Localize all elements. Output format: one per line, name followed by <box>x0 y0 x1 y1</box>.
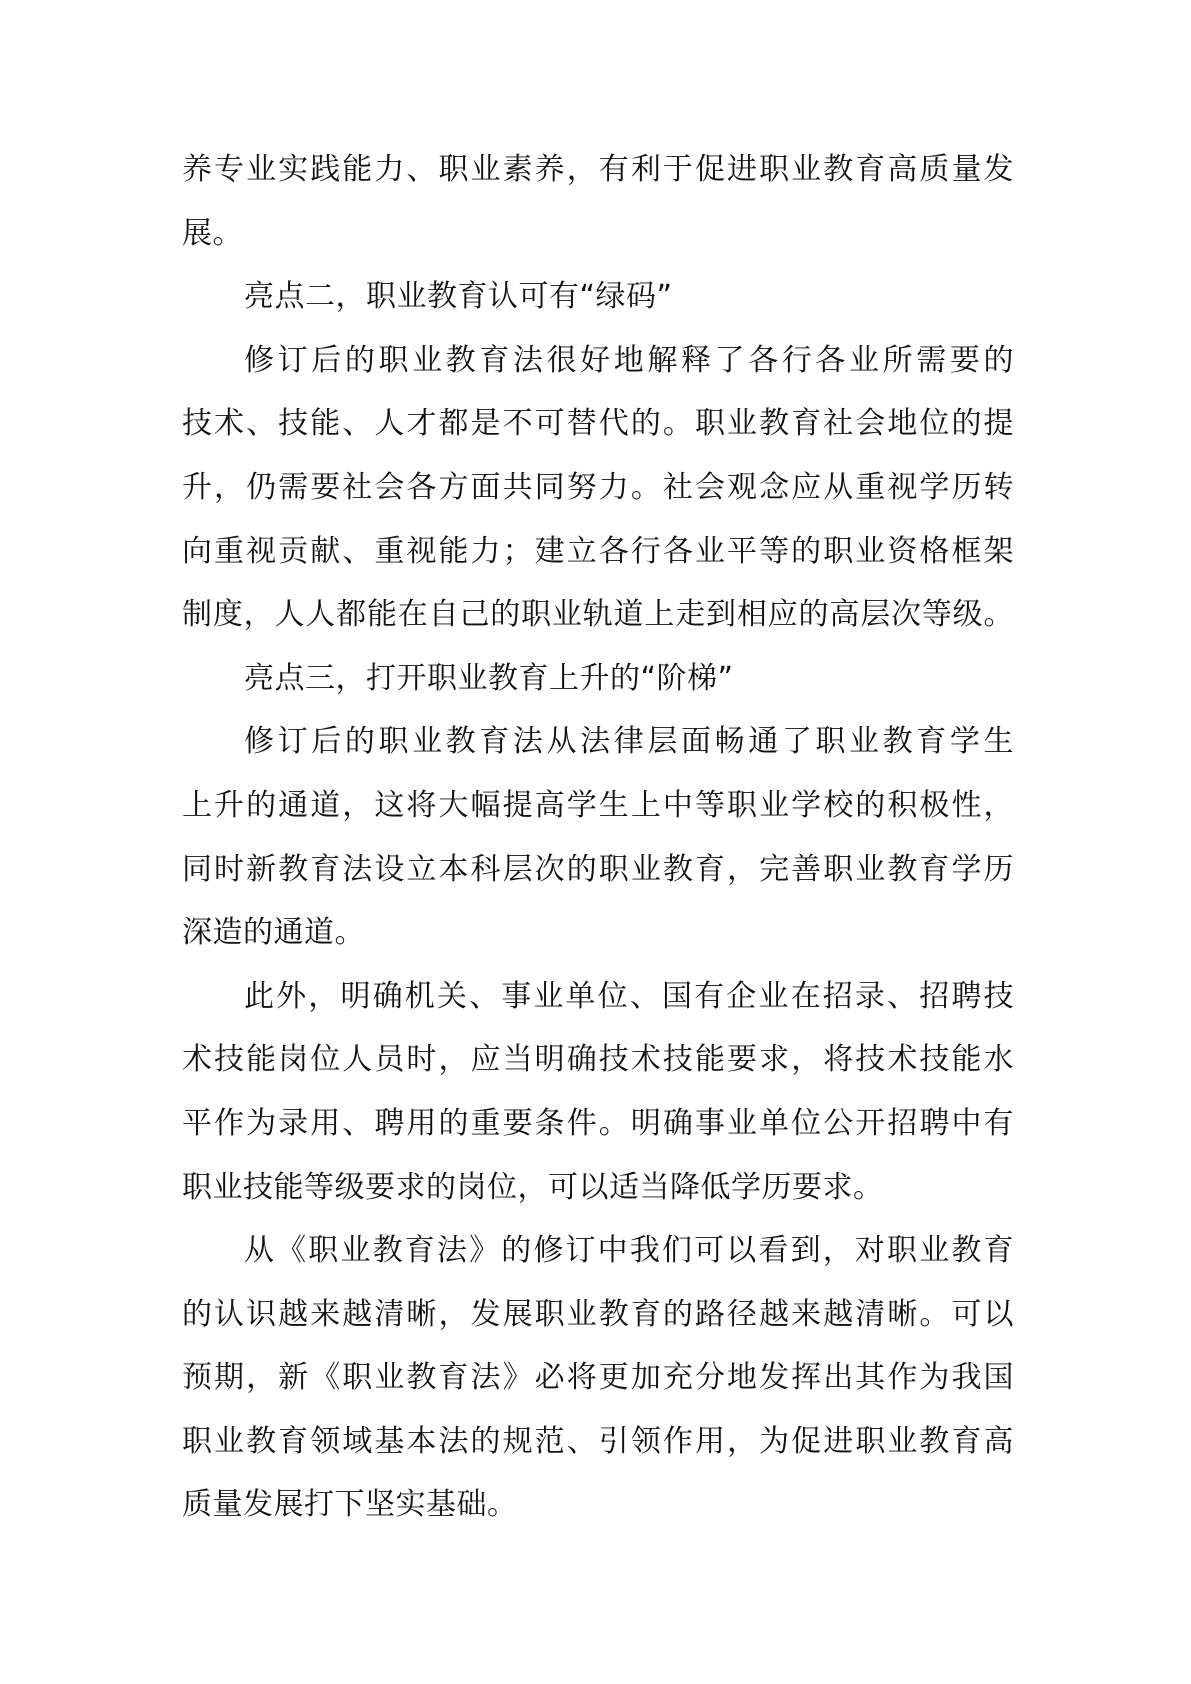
text-line: 职业技能等级要求的岗位，可以适当降低学历要求。 <box>182 1169 884 1205</box>
body-text <box>182 138 1014 1537</box>
text-line: 预期，新《职业教育法》必将更加充分地发挥出其作为我国 <box>182 1360 1014 1396</box>
text-line: 同时新教育法设立本科层次的职业教育，完善职业教育学历 <box>182 851 1014 887</box>
text-line: 制度，人人都能在自己的职业轨道上走到相应的高层次等级。 <box>182 597 1014 633</box>
text-line: 技术、技能、人才都是不可替代的。职业教育社会地位的提 <box>182 406 1014 442</box>
text-line: 的认识越来越清晰，发展职业教育的路径越来越清晰。可以 <box>182 1296 1014 1332</box>
text-line: 向重视贡献、重视能力；建立各行各业平等的职业资格框架 <box>182 533 1014 569</box>
text-line: 养专业实践能力、职业素养，有利于促进职业教育高质量发 <box>182 152 1014 187</box>
text-line: 平作为录用、聘用的重要条件。明确事业单位公开招聘中有 <box>182 1105 1014 1141</box>
text-line: 修订后的职业教育法从法律层面畅通了职业教育学生 <box>244 724 1014 760</box>
text-line: 上升的通道，这将大幅提高学生上中等职业学校的积极性， <box>182 787 1014 823</box>
text-line: 修订后的职业教育法很好地解释了各行各业所需要的 <box>244 342 1014 378</box>
text-line: 从《职业教育法》的修订中我们可以看到，对职业教育 <box>244 1233 1014 1269</box>
text-line: 深造的通道。 <box>182 915 365 951</box>
text-line: 质量发展打下坚实基础。 <box>182 1487 518 1523</box>
text-line: 此外，明确机关、事业单位、国有企业在招录、招聘技 <box>244 978 1014 1014</box>
section-heading-highlight-3: 亮点三，打开职业教育上升的“阶梯” <box>244 660 734 696</box>
text-line: 职业教育领域基本法的规范、引领作用，为促进职业教育高 <box>182 1423 1014 1459</box>
section-heading-highlight-2: 亮点二，职业教育认可有“绿码” <box>244 279 673 315</box>
text-line: 升，仍需要社会各方面共同努力。社会观念应从重视学历转 <box>182 469 1014 505</box>
text-line: 展。 <box>182 215 243 251</box>
text-line: 术技能岗位人员时，应当明确技术技能要求，将技术技能水 <box>182 1042 1014 1078</box>
